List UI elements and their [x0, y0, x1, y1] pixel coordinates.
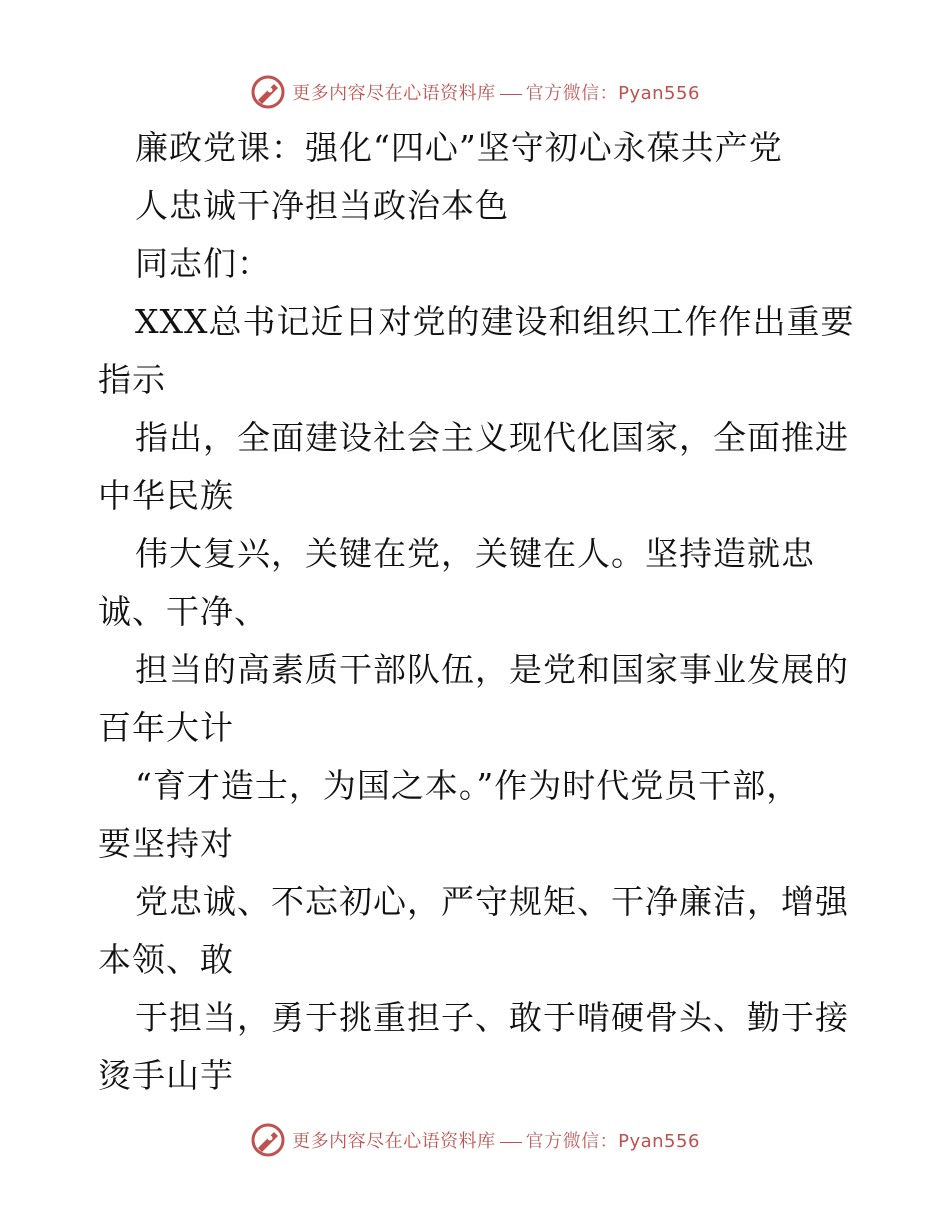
- watermark-official-label: 官方微信：: [525, 83, 619, 104]
- body-line: 指示: [98, 360, 166, 399]
- watermark-wechat-id: Pyan556: [618, 1131, 700, 1152]
- body-line: “育才造士，为国之本。”作为时代党员干部，: [135, 766, 801, 805]
- footer-watermark-banner: [0, 1120, 950, 1160]
- document-title-line-1: 廉政党课：强化“四心”坚守初心永葆共产党: [135, 128, 783, 167]
- watermark-main-text: 更多内容尽在心语资料库: [292, 83, 496, 104]
- watermark-text: [292, 1127, 700, 1153]
- body-line: 中华民族: [98, 476, 234, 515]
- body-line: 于担当，勇于挑重担子、敢于啃硬骨头、勤于接: [135, 998, 849, 1037]
- header-watermark-banner: [0, 72, 950, 112]
- watermark-text: [292, 79, 700, 105]
- watermark-dash: [500, 94, 522, 95]
- body-line: XXX总书记近日对党的建设和组织工作作出重要: [135, 302, 855, 341]
- body-line: 本领、敢: [98, 940, 234, 979]
- body-line: 烫手山芋: [98, 1056, 234, 1095]
- body-line: 担当的高素质干部队伍，是党和国家事业发展的: [135, 650, 849, 689]
- pen-logo-icon: [250, 74, 286, 110]
- body-line: 要坚持对: [98, 824, 234, 863]
- pen-logo-icon: [250, 1122, 286, 1158]
- watermark-wechat-id: Pyan556: [618, 83, 700, 104]
- watermark-main-text: 更多内容尽在心语资料库: [292, 1131, 496, 1152]
- body-line: 党忠诚、不忘初心，严守规矩、干净廉洁，增强: [135, 882, 849, 921]
- body-line: 伟大复兴，关键在党，关键在人。坚持造就忠: [135, 534, 815, 573]
- watermark-official-label: 官方微信：: [525, 1131, 619, 1152]
- salutation: 同志们：: [135, 244, 271, 283]
- document-title-line-2: 人忠诚干净担当政治本色: [135, 186, 509, 225]
- body-line: 诚、干净、: [98, 592, 268, 631]
- body-line: 指出，全面建设社会主义现代化国家，全面推进: [135, 418, 849, 457]
- watermark-dash: [500, 1142, 522, 1143]
- body-line: 百年大计: [98, 708, 234, 747]
